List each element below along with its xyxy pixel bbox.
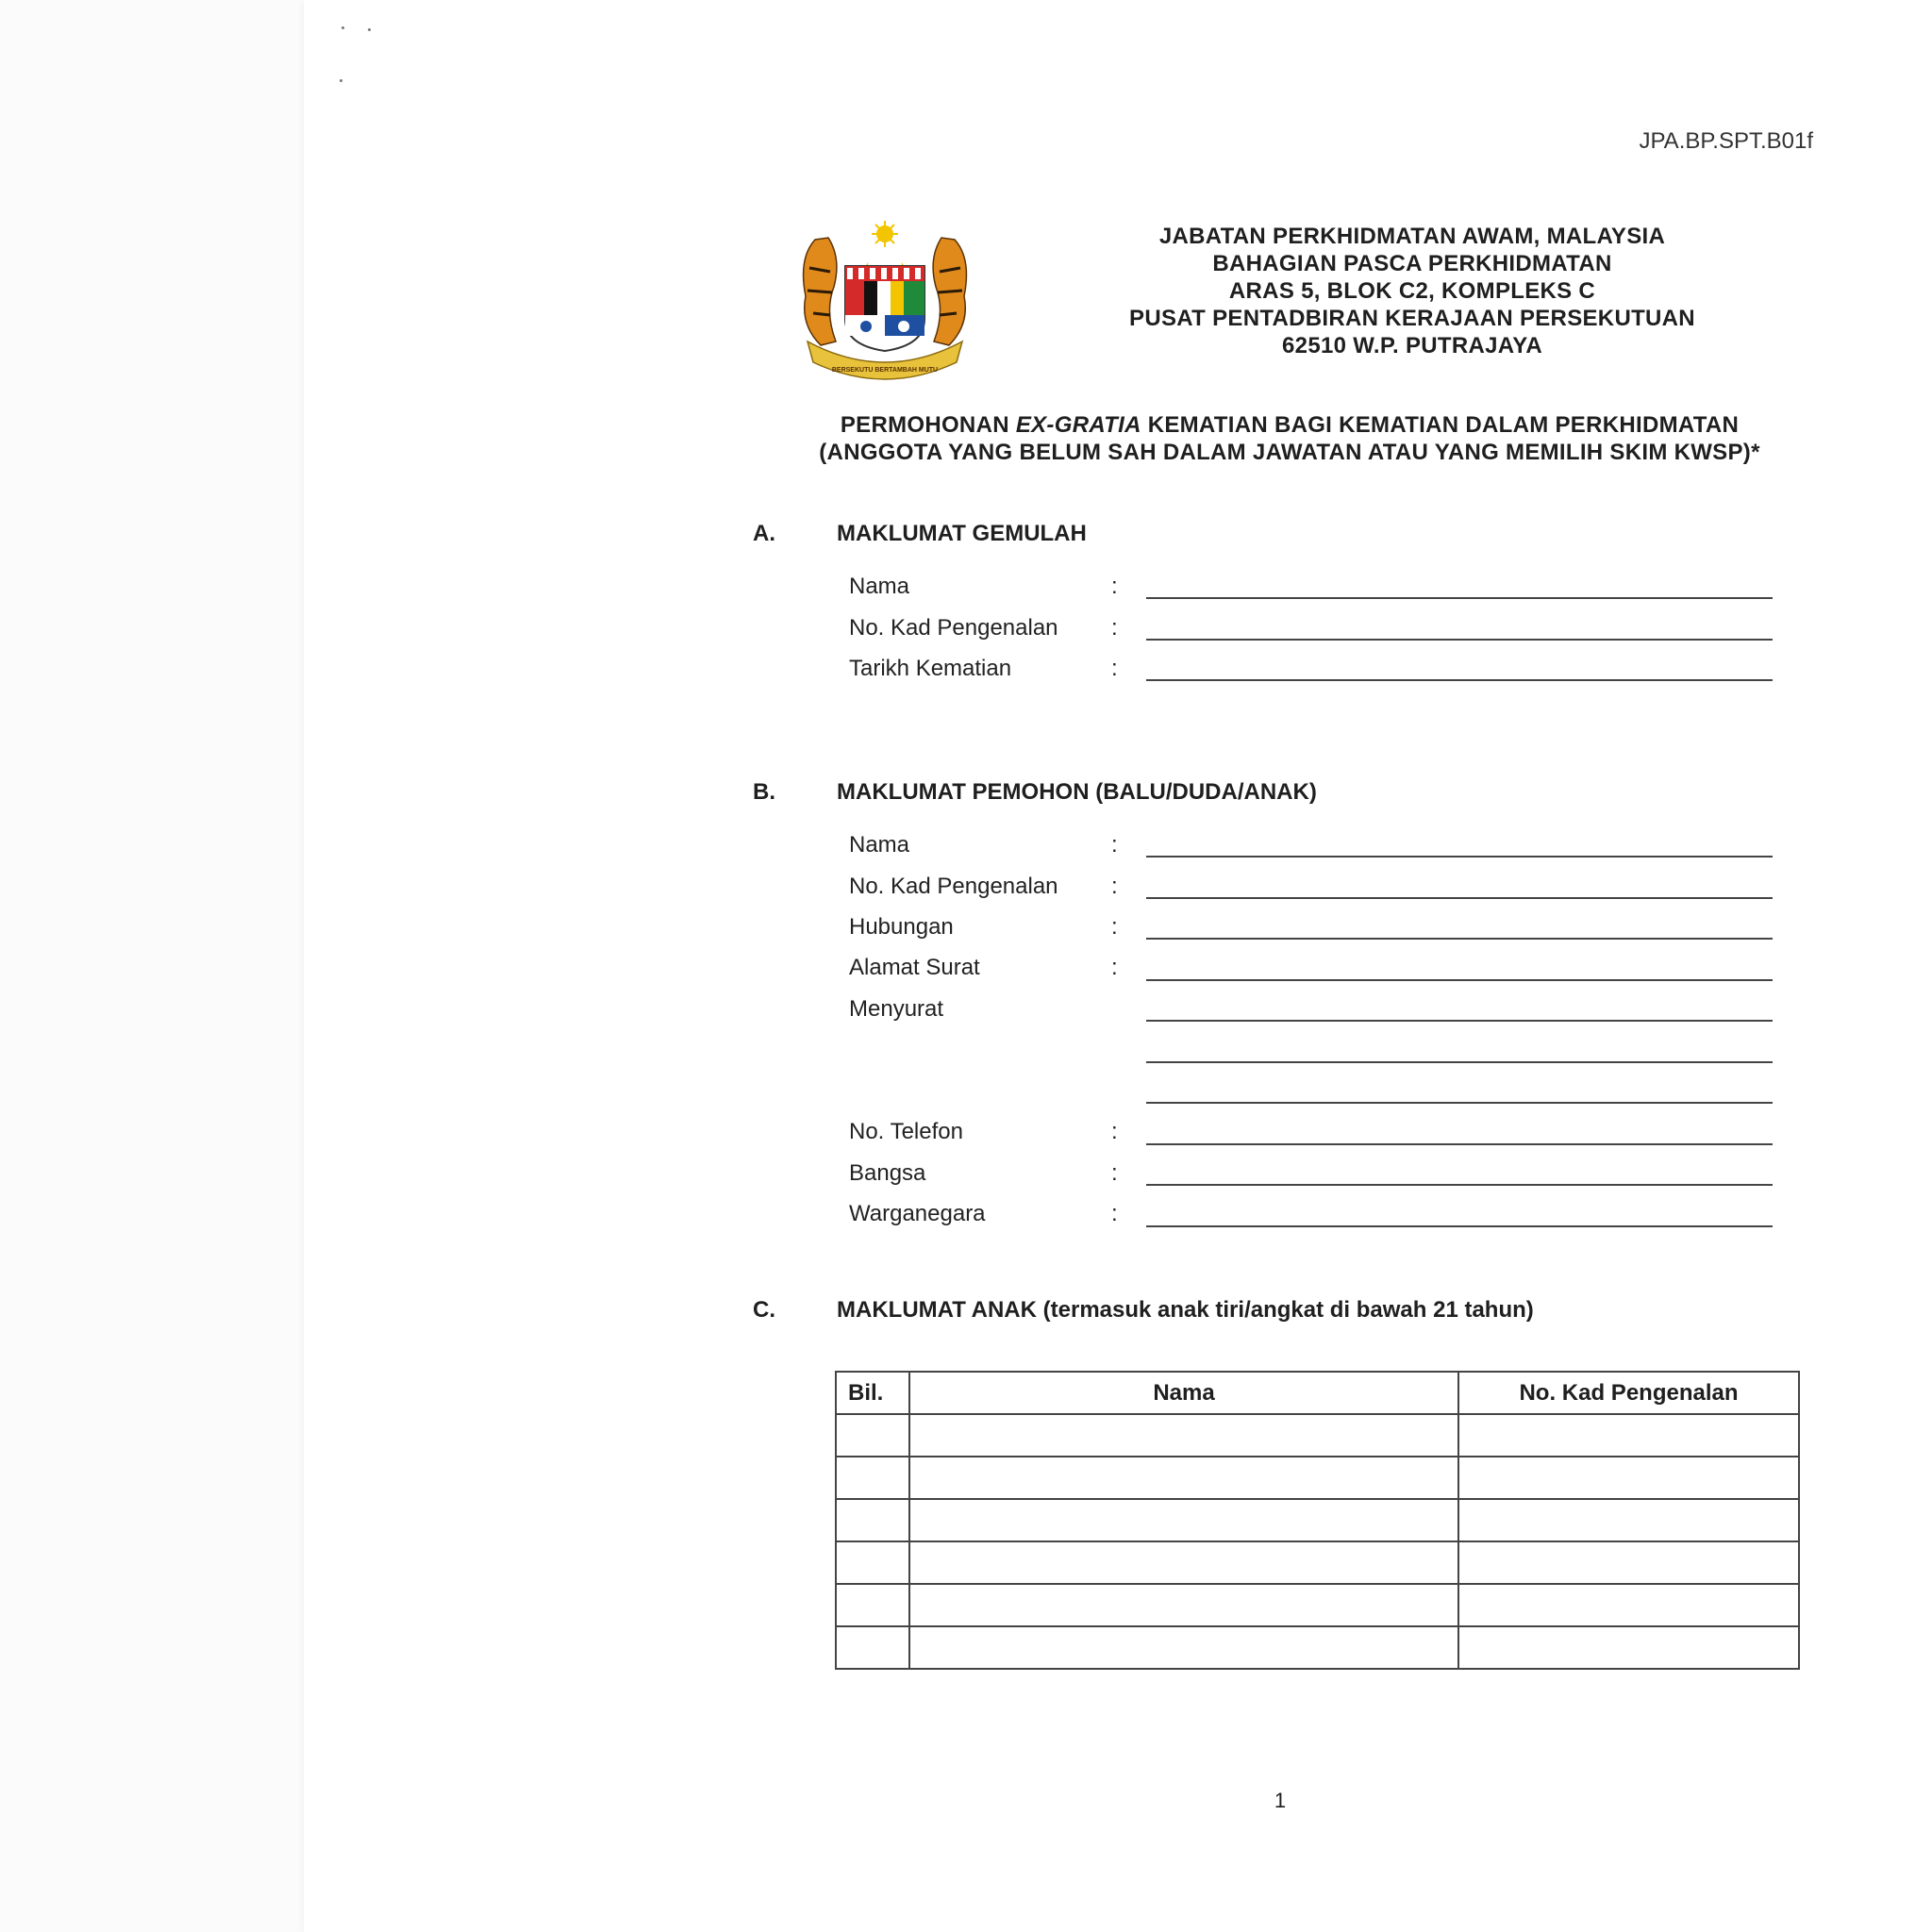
title-line-2: (ANGGOTA YANG BELUM SAH DALAM JAWATAN ATAU YANG MEMILIH SKIM KWSP)* [819,440,1760,465]
table-row [836,1499,1799,1541]
field-colon: : [1111,615,1118,641]
phone-field[interactable] [1146,1143,1773,1145]
address-line-1-field[interactable] [1146,979,1773,981]
bil-cell[interactable] [836,1584,909,1626]
field-colon: : [1111,874,1118,899]
header-line: ARAS 5, BLOK C2, KOMPLEKS C [1228,278,1596,304]
field-label: No. Telefon [849,1119,963,1144]
field-colon: : [1111,1119,1118,1144]
department-header [1096,223,1728,359]
document-page [304,0,1932,1932]
bil-cell[interactable] [836,1499,909,1541]
malaysia-coat-of-arms-logo [787,221,983,381]
field-label: Alamat Surat [849,955,980,980]
form-code: JPA.BP.SPT.B01f [1639,128,1813,154]
field-label: Tarikh Kematian [849,656,1012,681]
header-line: 62510 W.P. PUTRAJAYA [1282,333,1542,358]
section-a-title: MAKLUMAT GEMULAH [837,521,1087,546]
field-label: No. Kad Pengenalan [849,615,1058,641]
table-row [836,1584,1799,1626]
table-row [836,1626,1799,1669]
death-date-field[interactable] [1146,679,1773,681]
title-italic: EX-GRATIA [1015,412,1141,438]
field-label: Nama [849,574,910,599]
address-line-3-field[interactable] [1146,1061,1773,1063]
nama-cell[interactable] [909,1414,1458,1457]
field-colon: : [1111,914,1118,940]
table-row [836,1457,1799,1499]
section-a-letter: A. [753,521,775,546]
header-line: PUSAT PENTADBIRAN KERAJAAN PERSEKUTUAN [1129,306,1695,331]
bil-cell[interactable] [836,1626,909,1669]
table-row [836,1541,1799,1584]
address-line-4-field[interactable] [1146,1102,1773,1104]
section-c-title-note: (termasuk anak tiri/angkat di bawah 21 tahun) [1042,1297,1534,1323]
ic-cell[interactable] [1458,1541,1799,1584]
title-prefix: PERMOHONAN [840,412,1016,438]
field-colon: : [1111,955,1118,980]
scan-speck [341,26,344,29]
field-colon: : [1111,1201,1118,1226]
nama-cell[interactable] [909,1457,1458,1499]
citizenship-field[interactable] [1146,1225,1773,1227]
field-label: Menyurat [849,996,944,1022]
bil-cell[interactable] [836,1541,909,1584]
field-label: Warganegara [849,1201,986,1226]
column-header-bil: Bil. [836,1372,909,1414]
field-colon: : [1111,656,1118,681]
table-header-row [836,1372,1799,1414]
header-line: BAHAGIAN PASCA PERKHIDMATAN [1212,251,1612,276]
svg-text:BERSEKUTU BERTAMBAH MUTU: BERSEKUTU BERTAMBAH MUTU [831,367,939,374]
address-line-2-field[interactable] [1146,1020,1773,1022]
section-b-letter: B. [753,779,775,805]
field-colon: : [1111,832,1118,858]
section-c-title [837,1297,1534,1324]
field-colon: : [1111,1160,1118,1186]
ic-cell[interactable] [1458,1414,1799,1457]
header-line: JABATAN PERKHIDMATAN AWAM, MALAYSIA [1158,224,1666,249]
ic-cell[interactable] [1458,1584,1799,1626]
ic-cell[interactable] [1458,1626,1799,1669]
form-title [747,411,1832,466]
section-c-letter: C. [753,1297,775,1323]
race-field[interactable] [1146,1184,1773,1186]
scan-speck [340,79,342,82]
applicant-ic-field[interactable] [1146,897,1773,899]
children-table [835,1371,1800,1670]
title-suffix: KEMATIAN BAGI KEMATIAN DALAM PERKHIDMATAN [1141,412,1740,438]
bil-cell[interactable] [836,1457,909,1499]
bil-cell[interactable] [836,1414,909,1457]
ic-cell[interactable] [1458,1499,1799,1541]
section-b-title: MAKLUMAT PEMOHON (BALU/DUDA/ANAK) [837,779,1317,805]
field-colon: : [1111,574,1118,599]
column-header-ic: No. Kad Pengenalan [1458,1372,1799,1414]
nama-cell[interactable] [909,1541,1458,1584]
column-header-nama: Nama [909,1372,1458,1414]
scan-speck [368,28,371,31]
nama-cell[interactable] [909,1499,1458,1541]
page-number: 1 [1274,1789,1287,1812]
table-row [836,1414,1799,1457]
deceased-name-field[interactable] [1146,597,1773,599]
deceased-ic-field[interactable] [1146,639,1773,641]
nama-cell[interactable] [909,1626,1458,1669]
field-label: Hubungan [849,914,954,940]
field-label: No. Kad Pengenalan [849,874,1058,899]
section-c-title-main: MAKLUMAT ANAK [837,1297,1037,1323]
relationship-field[interactable] [1146,938,1773,940]
nama-cell[interactable] [909,1584,1458,1626]
applicant-name-field[interactable] [1146,856,1773,858]
field-label: Bangsa [849,1160,926,1186]
field-label: Nama [849,832,910,858]
ic-cell[interactable] [1458,1457,1799,1499]
